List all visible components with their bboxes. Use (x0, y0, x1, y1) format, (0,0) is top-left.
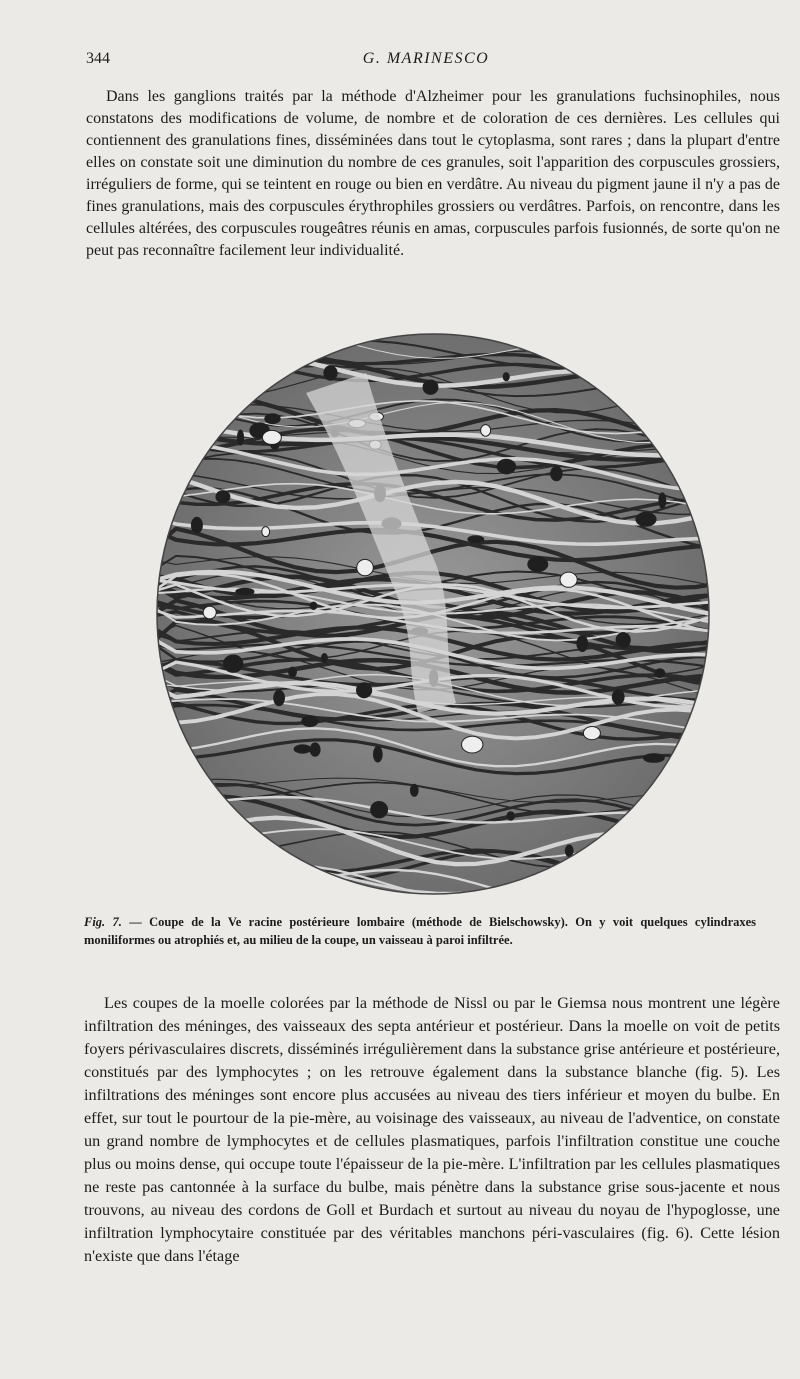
cell-nucleus (497, 459, 516, 474)
cell-nucleus (481, 425, 491, 437)
cell-nucleus (560, 572, 577, 587)
cell-nucleus (373, 746, 382, 762)
cell-nucleus (302, 716, 318, 727)
page-number: 344 (86, 50, 110, 67)
histology-figure (156, 333, 710, 895)
cell-nucleus (583, 727, 600, 740)
cell-nucleus (321, 654, 327, 663)
cell-nucleus (262, 430, 281, 444)
cell-nucleus (310, 602, 317, 609)
cell-nucleus (224, 655, 243, 672)
cell-nucleus (274, 690, 285, 706)
cell-nucleus (357, 683, 372, 698)
cell-nucleus (644, 754, 665, 763)
cell-nucleus (216, 491, 230, 503)
cell-nucleus (310, 743, 320, 756)
cell-nucleus (265, 414, 280, 424)
caption-text: — Coupe de la Ve racine postérieure lombaire (méthode de Bielschowsky). On y voit quelques cylindraxes moniliformes ou atrophiés et, au milieu de la coupe, un vaisseau à paroi infiltrée. (84, 915, 757, 947)
cell-nucleus (371, 802, 388, 818)
paragraph-1: Dans les ganglions traités par la méthode d'Alzheimer pour les granulations fuchsinophiles, nous constatons des modifications de volume, de nombre et de coloration de ces dernières. Les cellules qui contiennent des granulations fines, disséminées dans tout le cytoplasma, sont rares ; dans la plupart d'entre elles on constate soit une diminution du nombre de ces granules, soit l'apparition des corpuscules grossiers, irréguliers de forme, qui se teintent en rouge ou bien en verdâtre. Au niveau du pigment jaune il n'y a pas de fines granulations, mais des corpuscules érythrophiles grossiers ou verdâtres. Parfois, on rencontre, dans les cellules altérées, des corpuscules rougeâtres réunis en amas, corpuscules parfois fusionnés, de sorte qu'on ne peut pas reconnaître facilement leur individualité. (86, 88, 780, 259)
running-title: G. MARINESCO (362, 50, 490, 67)
cell-nucleus (636, 512, 656, 526)
cell-nucleus (507, 812, 515, 821)
cell-nucleus (410, 784, 418, 796)
cell-nucleus (423, 380, 438, 394)
cell-nucleus (655, 669, 665, 678)
cell-nucleus (289, 667, 297, 677)
cell-nucleus (666, 375, 672, 384)
caption-label: Fig. 7. (84, 915, 122, 929)
cell-nucleus (659, 493, 666, 508)
cell-nucleus (462, 736, 483, 753)
cell-nucleus (236, 588, 254, 595)
cell-nucleus (203, 606, 216, 619)
cell-nucleus (324, 366, 337, 381)
cell-nucleus (551, 466, 563, 480)
cell-nucleus (528, 557, 548, 572)
cell-nucleus (262, 527, 270, 537)
cell-nucleus (237, 430, 243, 445)
cell-nucleus (503, 373, 509, 381)
cell-nucleus (637, 413, 649, 420)
paragraph-2: Les coupes de la moelle colorées par la méthode de Nissl ou par le Giemsa nous montrent une légère infiltration des méninges, des vaisseaux des septa antérieur et postérieur. Dans la moelle on voit de petits foyers périvasculaires discrets, disséminés irrégulièrement dans la substance grise antérieure et postérieure, constitués par des lymphocytes ; on les retrouve également dans la substance blanche (fig. 5). Les infiltrations des méninges sont encore plus accusées au niveau des tiers inférieur et moyen du bulbe. En effet, sur tout le pourtour de la pie-mère, au voisinage des vaisseaux, au niveau de l'adventice, on constate un grand nombre de lymphocytes et de cellules plasmatiques, parfois l'infiltration constitue une couche plus ou moins dense, qui occupe toute l'épaisseur de la pie-mère. L'infiltration par les cellules plasmatiques ne reste pas cantonnée à la surface du bulbe, mais pénètre dans la substance grise sous-jacente et nous trouvons, au niveau des cordons de Goll et Burdach et surtout au niveau du noyau de l'hypoglosse, une infiltration lymphocytaire constituée par des véritables manchons péri-vasculaires (fig. 6). Cette lésion n'existe que dans l'étage (84, 994, 780, 1265)
page-header (86, 50, 766, 74)
cell-nucleus (294, 745, 311, 753)
micrograph-image (156, 333, 710, 895)
cell-nucleus (656, 369, 664, 383)
figure-caption (84, 913, 756, 949)
cell-nucleus (612, 690, 624, 705)
cell-nucleus (577, 636, 588, 652)
cell-nucleus (191, 517, 202, 533)
cell-nucleus (565, 845, 573, 857)
cell-nucleus (357, 559, 374, 575)
cell-nucleus (616, 633, 630, 648)
cell-nucleus (468, 536, 484, 543)
cell-nucleus (197, 430, 208, 442)
